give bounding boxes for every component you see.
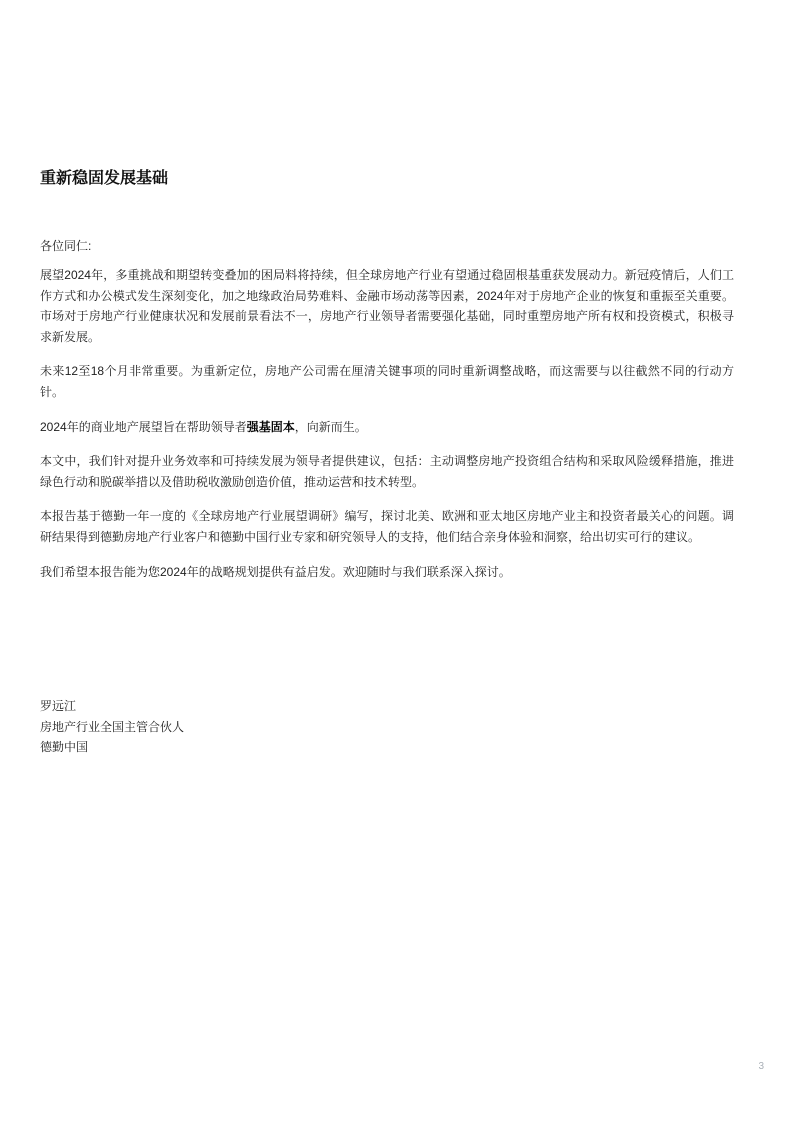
signature-block <box>40 696 440 758</box>
paragraph-3-bold-phrase: 强基固本 <box>246 419 295 434</box>
paragraph-3 <box>40 417 734 438</box>
letter-body <box>40 265 734 596</box>
paragraph-5: 本报告基于德勤一年一度的《全球房地产行业展望调研》编写，探讨北美、欧洲和亚太地区房地产业主和投资者最关心的问题。调研结果得到德勤房地产行业客户和德勤中国行业专家和研究领导人的支持，他们结合亲身体验和洞察，给出切实可行的建议。 <box>40 509 734 544</box>
signatory-role: 房地产行业全国主管合伙人 <box>40 719 185 734</box>
signatory-name: 罗远江 <box>40 699 77 713</box>
salutation: 各位同仁: <box>40 239 92 253</box>
paragraph-2: 未来12至18个月非常重要。为重新定位，房地产公司需在厘清关键事项的同时重新调整战略，而这需要与以往截然不同的行动方针。 <box>40 364 734 399</box>
paragraph-3-prefix: 2024年的商业地产展望旨在帮助领导者 <box>40 419 247 434</box>
page-number: 3 <box>758 1061 764 1072</box>
paragraph-1: 展望2024年，多重挑战和期望转变叠加的困局料将持续，但全球房地产行业有望通过稳固根基重获发展动力。新冠疫情后，人们工作方式和办公模式发生深刻变化，加之地缘政治局势难料、金融市场动荡等因素，2024年对于房地产企业的恢复和重振至关重要。市场对于房地产行业健康状况和发展前景看法不一，房地产行业领导者需要强化基础，同时重塑房地产所有权和投资模式，积极寻求新发展。 <box>40 268 734 344</box>
paragraph-3-suffix: ，向新而生。 <box>294 419 367 434</box>
signatory-company: 德勤中国 <box>40 740 89 755</box>
paragraph-6: 我们希望本报告能为您2024年的战略规划提供有益启发。欢迎随时与我们联系深入探讨。 <box>40 564 511 579</box>
page-title: 重新稳固发展基础 <box>40 170 169 187</box>
paragraph-4: 本文中，我们针对提升业务效率和可持续发展为领导者提供建议，包括：主动调整房地产投资组合结构和采取风险缓释措施，推进绿色行动和脱碳举措以及借助税收激励创造价值，推动运营和技术转型。 <box>40 454 734 489</box>
